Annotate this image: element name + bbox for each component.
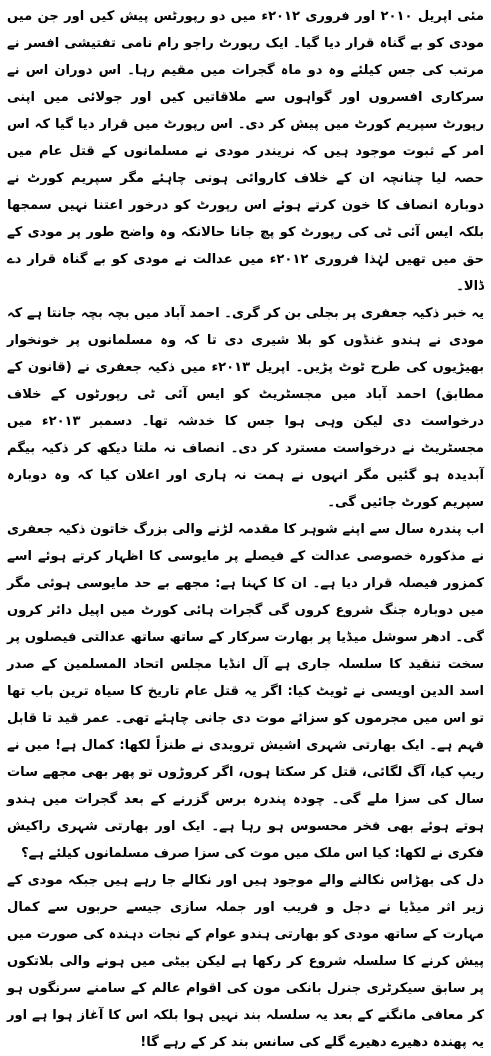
article-paragraph-2: یہ خبر ذکیہ جعفری پر بجلی بن کر گری۔ احمد آباد میں بچہ بچہ جانتا ہے کہ مودی نے ہندو غنڈوں کو بلا شیری دی تا کہ وہ مسلمانوں پر خونخوار بھیڑیوں کی طرح ٹوٹ پڑیں۔ اپریل ۲۰۱۳ء میں ذکیہ جعفری نے (قانون کے مطابق) احمد آباد میں مجسٹریٹ کو ایس آئی ٹی رپورٹوں کے خلاف درخواست دی لیکن وہی ہوا جس کا خدشہ تھا۔ دسمبر ۲۰۱۳ء میں مجسٹریٹ نے درخواست مسترد کر دی۔ انصاف نہ ملتا دیکھ کر ذکیہ بیگم آبدیدہ ہو گئیں مگر انہوں نے ہمت نہ ہاری اور اعلان کیا کہ وہ دوبارہ سپریم کورٹ جائیں گی۔ [7,306,484,510]
article-paragraph-3: اب پندرہ سال سے اپنے شوہر کا مقدمہ لڑنے والی بزرگ خاتون ذکیہ جعفری نے مذکورہ خصوصی عدالت کے فیصلے پر مایوسی کا اظہار کرتے ہوئے اسے کمزور فیصلہ قرار دیا ہے۔ ان کا کہنا ہے: مجھے بے حد مایوسی ہوئی مگر میں دوبارہ جنگ شروع کروں گی گجرات ہائی کورٹ میں اپیل دائر کروں گی۔ ادھر سوشل میڈیا پر بھارت سرکار کے ساتھ ساتھ عدالتی فیصلوں پر سخت تنقید کا سلسلہ جاری ہے آل انڈیا مجلس اتحاد المسلمین کے صدر اسد الدین اویسی نے ٹویٹ کیا: اگر یہ قتل عام تاریخ کا سیاہ ترین باب تھا تو اس میں مجرموں کو سزائے موت دی جانی چاہئے تھی۔ عمر قید تا قابل فہم ہے۔ ایک بھارتی شہری اشیش ترویدی نے طنزاً لکھا: کمال ہے! میں نے ریپ کیا، آگ لگائی، قتل کر سکتا ہوں، اگر کروڑوں تو پھر بھی مجھے سات سال کی سزا ملے گی۔ چودہ پندرہ برس گزرنے کے بعد گجرات میں ہندو ہوتے ہوئے بھی فخر محسوس ہو رہا ہے۔ ایک اور بھارتی شہری راکیش فکری نے لکھا: کیا اس ملک میں موت کی سزا صرف مسلمانوں کیلئے ہے؟ [7,522,484,861]
article-paragraph-4: دل کی بھڑاس نکالنے والے موجود ہیں اور نکالے جا رہے ہیں جبکہ مودی کے زیر اثر میڈیا نے دجل و فریب اور جملہ سازی جیسے حربوں سے کمال مہارت کے ساتھ مودی کو بھارتی ہندو عوام کے نجات دہندہ کی صورت میں پیش کرنے کا سلسلہ شروع کر رکھا ہے لیکن بیٹی میں ہونے والی بلاتکوں پر سابق سیکرٹری جنرل بانکی مون کی اقوام عالم کے سامنے سرنگوں ہو کر معافی مانگنے کے بعد یہ سلسلہ بند نہیں ہوا بلکہ اس کا آغاز ہوا ہے اور یہ پھندہ دھیرے دھیرے گلے کی سانس بند کر کے رہے گا! [7,873,484,1050]
article-paragraph-1: مئی اپریل ۲۰۱۰ اور فروری ۲۰۱۲ء میں دو رپورٹس پیش کیں اور جن میں مودی کو بے گناہ قرار دیا گیا۔ ایک رپورٹ راجو رام نامی تفتیشی افسر نے مرتب کی جس کیلئے وہ دو ماہ گجرات میں مقیم رہا۔ اس دوران اس نے سرکاری افسروں اور گواہوں سے ملاقاتیں کیں اور جولائی میں اپنی رپورٹ سپریم کورٹ میں پیش کر دی۔ اس رپورٹ میں قرار دیا گیا کہ اس امر کے ثبوت موجود ہیں کہ نریندر مودی نے مسلمانوں کے قتل عام میں حصہ لیا چنانچہ ان کے خلاف کاروائی ہونی چاہئے مگر سپریم کورٹ نے دوبارہ انصاف کا خون کرتے ہوئے اس رپورٹ کو درخور اعتنا نہیں سمجھا بلکہ ایس آئی ٹی کی رپورٹ کو پچ جانا حالانکہ وہ واضح طور پر مودی کے حق میں تھیں لہٰذا فروری ۲۰۱۲ء میں عدالت نے مودی کو بے گناہ قرار دے ڈالا۔ [7,9,485,294]
